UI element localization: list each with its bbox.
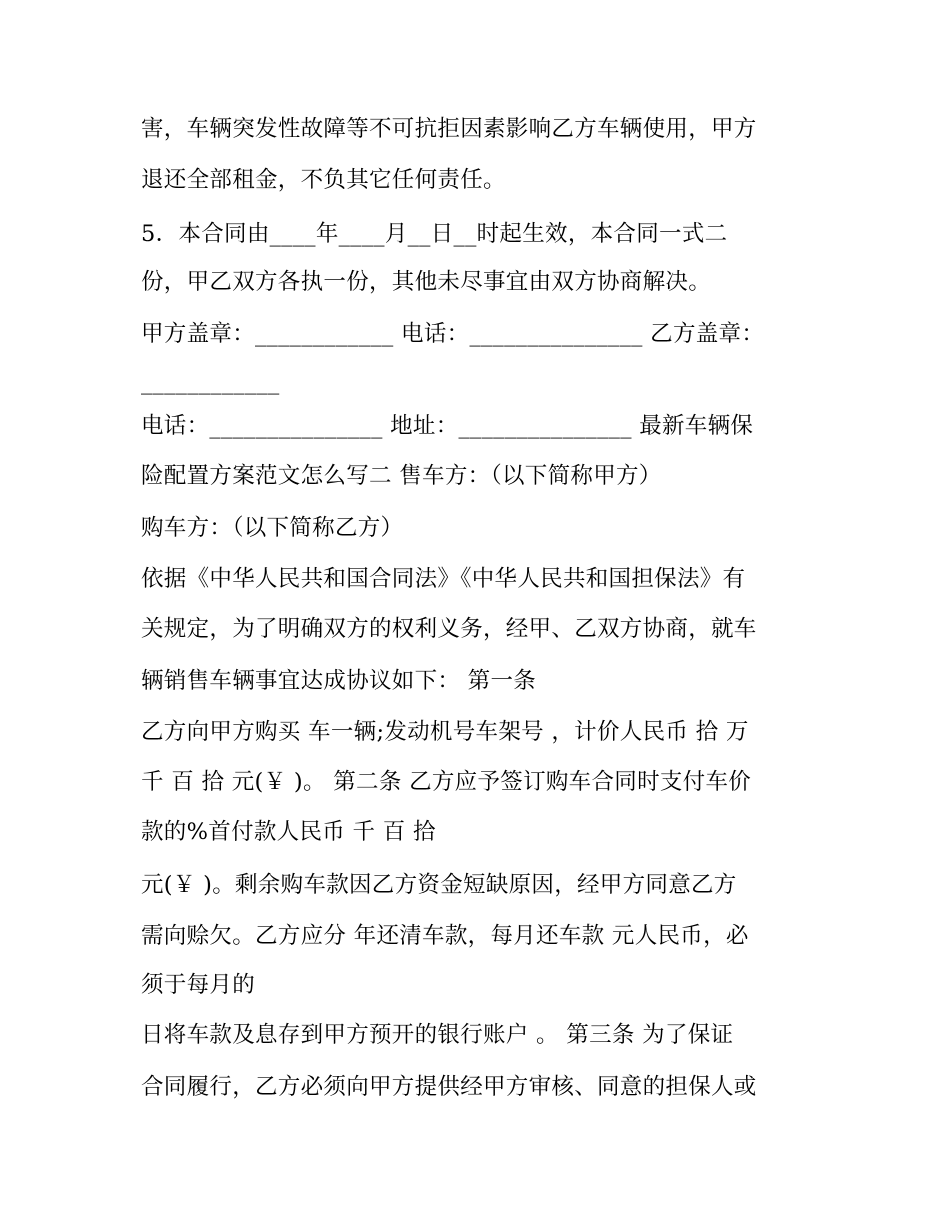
text-line: 款的%首付款人民币 千 百 拾 [141,819,436,845]
text-line: 电话：_______________ 地址：_______________ 最新车辆保 [141,413,754,439]
text-line: 退还全部租金，不负其它任何责任。 [141,167,506,193]
text-line: 关规定，为了明确双方的权利义务，经甲、乙双方协商，就车 [141,616,757,642]
text-line: 需向赊欠。乙方应分 年还清车款，每月还车款 元人民币，必 [141,923,749,949]
signature-blank: ____________ [141,369,280,395]
text-line: 购车方：（以下简称乙方） [141,515,404,541]
signature-line: 甲方盖章：____________ 电话：_______________ 乙方盖章： [141,321,765,347]
text-line: 乙方向甲方购买 车一辆;发动机号车架号 ，计价人民币 拾 万 [141,719,749,745]
text-line: 日将车款及息存到甲方预开的银行账户 。 第三条 为了保证 [141,1022,734,1048]
text-line: 份，甲乙双方各执一份，其他未尽事宜由双方协商解决。 [141,269,712,295]
text-line: 依据《中华人民共和国合同法》《中华人民共和国担保法》有 [141,566,746,592]
text-line: 险配置方案范文怎么写二 售车方：（以下简称甲方） [141,463,662,489]
text-line: 合同履行，乙方必须向甲方提供经甲方审核、同意的担保人或 [141,1074,757,1100]
text-line: 5．本合同由____年____月__日__时起生效，本合同一式二 [141,221,728,247]
text-line: 千 百 拾 元(￥ )。 第二条 乙方应予签订购车合同时支付车价 [141,769,752,795]
text-line: 害，车辆突发性故障等不可抗拒因素影响乙方车辆使用，甲方 [141,116,757,142]
text-line: 须于每月的 [141,972,256,998]
text-line: 元(￥ )。剩余购车款因乙方资金短缺原因，经甲方同意乙方 [141,872,737,898]
text-line: 辆销售车辆事宜达成协议如下： 第一条 [141,668,537,694]
